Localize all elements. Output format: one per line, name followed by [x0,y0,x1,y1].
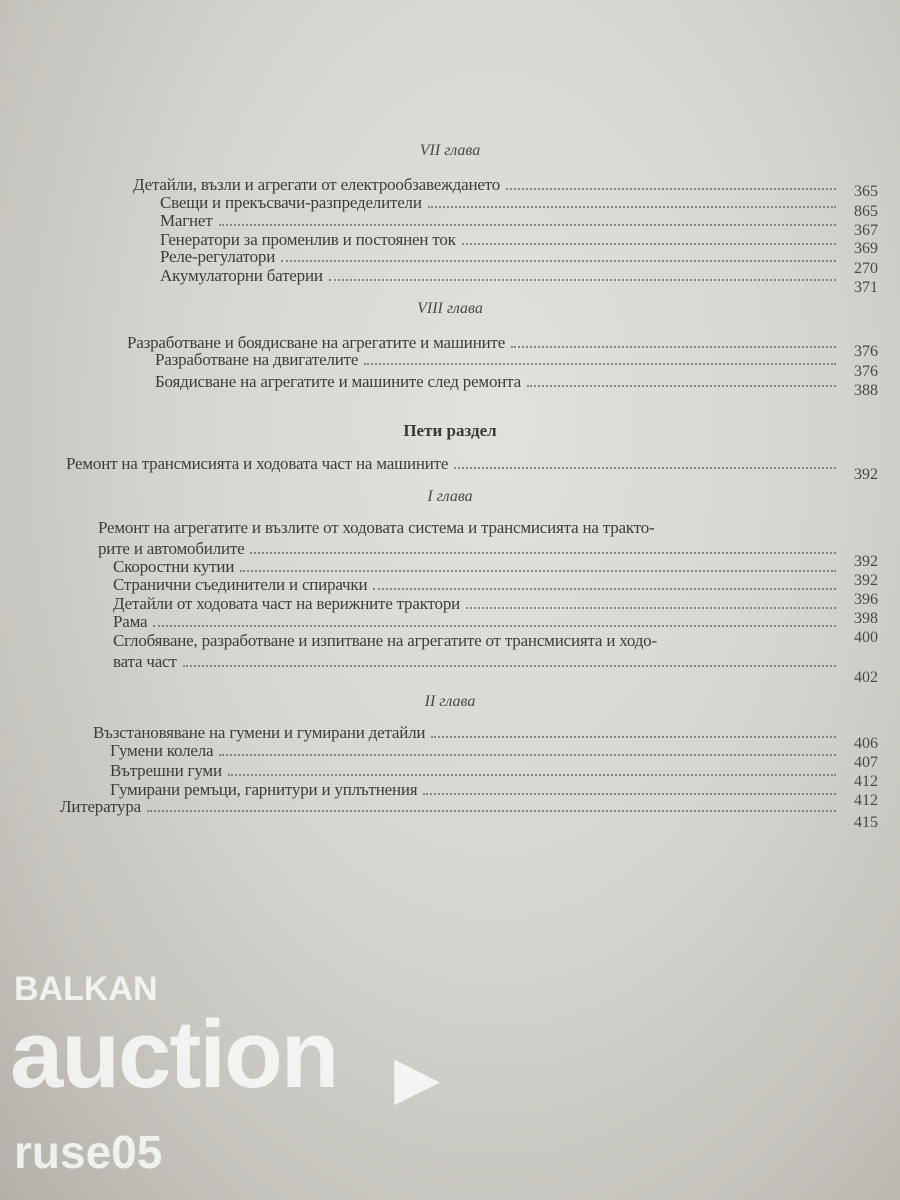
toc-entry [113,631,842,651]
dot-leader [329,279,836,281]
dot-leader [240,570,836,572]
page-number: 865 [854,203,878,220]
dot-leader [466,607,836,609]
page-number: 365 [854,183,878,200]
dot-leader [153,625,836,627]
dot-leader [281,260,836,262]
entry-text: Боядисване на агрегатите и машините след ремонта [155,372,521,391]
page-number: 406 [854,735,878,752]
toc-entry [98,539,842,559]
page-number: 376 [854,363,878,380]
toc-entry [110,761,842,781]
watermark-line1: BALKAN [14,970,158,1008]
toc-entry [113,612,842,632]
entry-text: Свещи и прекъсвачи-разпределители [160,193,422,212]
entry-text: Реле-регулатори [160,247,276,266]
dot-leader [431,736,836,738]
entry-text: вата част [113,652,177,671]
toc-entry [93,723,842,743]
entry-text: Рама [113,612,148,631]
page-number: 376 [854,343,878,360]
dot-leader [428,206,836,208]
toc-entry [113,575,842,595]
entry-text: Литература [60,797,141,816]
dot-leader [506,188,836,190]
page-number: 412 [854,773,878,790]
entry-text: Скоростни кутии [113,557,235,576]
toc-entry [133,175,842,195]
dot-leader [183,665,836,667]
page-number: 367 [854,222,878,239]
entry-text: Разработване на двигателите [155,350,359,369]
entry-text: Сглобяване, разработване и изпитване на агрегатите от трансмисията и ходо- [113,631,657,650]
entry-text: Детайли от ходовата част на верижните трактори [113,594,461,613]
page-number: 371 [854,279,878,296]
dot-leader [527,385,836,387]
entry-text: Вътрешни гуми [110,761,222,780]
dot-leader [219,754,836,756]
page-number: 396 [854,591,878,608]
page-number: 270 [854,260,878,277]
dot-leader [511,346,836,348]
entry-text: Ремонт на трансмисията и ходовата част на машините [66,454,449,473]
section-heading: Пети раздел [403,421,497,440]
entry-text: Гумирани ремъци, гарнитури и уплътнения [110,780,418,799]
page-number: 398 [854,610,878,627]
chapter-heading: VIII глава [417,300,483,317]
page-number: 412 [854,792,878,809]
dot-leader [454,467,836,469]
entry-text: Разработване и боядисване на агрегатите и машините [127,333,506,352]
page-number: 407 [854,754,878,771]
toc-entry [160,193,842,213]
dot-leader [462,243,836,245]
entry-text: Магнет [160,211,213,230]
page-number: 392 [854,466,878,483]
entry-text: Генератори за променлив и постоянен ток [160,230,456,249]
page-number: 392 [854,572,878,589]
dot-leader [364,363,836,365]
chapter-heading: I глава [427,488,473,505]
chapter-heading: VII глава [419,142,481,159]
entry-text: Детайли, възли и агрегати от електрообзавеждането [133,175,500,194]
toc-entry [155,372,842,392]
page-number: 402 [854,669,878,686]
watermark-line2: auction [10,1001,338,1108]
page-number: 392 [854,553,878,570]
toc-entry [66,454,842,474]
dot-leader [147,810,836,812]
toc-entry [155,350,842,370]
toc-entry [160,247,842,267]
toc-entry [60,797,842,817]
page-number: 400 [854,629,878,646]
dot-leader [423,793,836,795]
play-triangle-icon: ▶ [395,1046,439,1109]
toc-entry [113,652,842,672]
dot-leader [228,774,836,776]
watermark-line3: ruse05 [14,1126,163,1178]
toc-entry [113,594,842,614]
page-number: 415 [854,814,878,831]
toc-entry [160,266,842,286]
entry-text: рите и автомобилите [98,539,245,558]
page-number: 369 [854,240,878,257]
toc-entry [110,741,842,761]
chapter-heading: II глава [424,693,476,710]
entry-text: Акумулаторни батерии [160,266,323,285]
entry-text: Гумени колела [110,741,214,760]
dot-leader [373,588,836,590]
page-number: 388 [854,382,878,399]
entry-text: Възстановяване на гумени и гумирани детайли [93,723,426,742]
entry-text: Ремонт на агрегатите и възлите от ходовата система и трансмисията на тракто- [98,518,655,537]
entry-text: Странични съединители и спирачки [113,575,368,594]
toc-entry [113,557,842,577]
toc-entry [160,211,842,231]
dot-leader [219,224,836,226]
dot-leader [250,552,836,554]
toc-entry [98,518,842,538]
